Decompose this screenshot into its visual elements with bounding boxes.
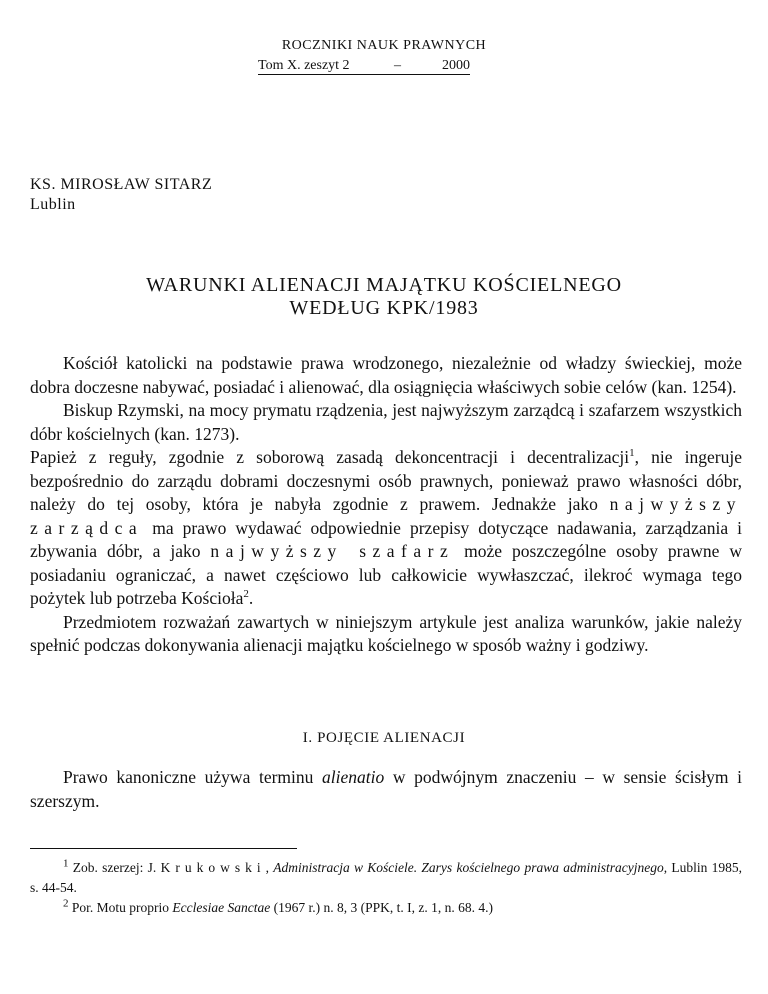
footnote-1-title: Administracja w Kościele. Zarys kościelnego prawa administracyjnego [273, 860, 664, 875]
article-title-line2: WEDŁUG KPK/1983 [289, 297, 479, 319]
term-alienatio: alienatio [322, 767, 385, 787]
author-name: KS. MIROSŁAW SITARZ [30, 176, 213, 193]
footnote-1 [30, 858, 742, 898]
journal-year: 2000 [442, 58, 470, 73]
article-title-line1: WARUNKI ALIENACJI MAJĄTKU KOŚCIELNEGO [146, 274, 622, 296]
footnotes [30, 858, 742, 918]
section-body [30, 766, 742, 813]
article-body [30, 352, 742, 658]
footnote-ref-2[interactable]: 2 [243, 588, 249, 601]
footnote-divider [30, 848, 297, 849]
emphasis-najwyzszy-szafarz: najwyższy szafarz [210, 541, 455, 561]
section-paragraph [30, 766, 742, 813]
journal-name: ROCZNIKI NAUK PRAWNYCH [281, 38, 487, 53]
footnote-1-text-c: , Lublin 1985, s. 44-54. [30, 860, 743, 895]
footnote-2-text-b: (1967 r.) n. 8, 3 (PPK, t. I, z. 1, n. 68. 4.) [270, 900, 493, 915]
footnote-1-text-a: Zob. szerzej: J. [72, 860, 161, 875]
p3-text-a: Papież z reguły, zgodnie z soborową zasadą dekoncentracji i decentralizacji [30, 447, 630, 467]
paragraph-2: Biskup Rzymski, na mocy prymatu rządzenia, jest najwyższym zarządcą i szafarzem wszystkich dóbr kościelnych (kan. 1273). [30, 400, 742, 444]
paragraph-4: Przedmiotem rozważań zawartych w niniejszym artykule jest analiza warunków, jakie należy spełnić podczas dokonywania alienacji majątku kościelnego w sposób ważny i godziwy. [30, 611, 742, 655]
p3-text-e: . [248, 588, 254, 608]
p3-text-c: ma prawo wydawać odpowiednie przepisy dotyczące nadawania, zarządzania i zbywania dóbr, a jako [30, 517, 742, 561]
footnote-2-text-a: Por. Motu proprio [71, 900, 173, 915]
p3-text-d: może poszczególne osoby prawne w posiadaniu ograniczać, a nawet częściowo lub całkowicie wywłaszczać, ilekroć wymaga tego pożytek lub potrzeba Kościoła [30, 541, 742, 608]
journal-volume: Tom X. zeszyt 2 [258, 58, 350, 73]
paragraph-1: Kościół katolicki na podstawie prawa wrodzonego, niezależnie od władzy świeckiej, może dobra doczesne nabywać, posiadać i alienować, dla osiągnięcia właściwych sobie celów (kan. 1254). [30, 353, 742, 397]
section-text-b: w podwójnym znaczeniu – w sensie ścisłym i szerszym. [30, 767, 742, 811]
footnote-2-number: 2 [63, 897, 69, 910]
footnote-1-number: 1 [63, 857, 69, 870]
footnote-1-text-b: , [265, 860, 274, 875]
journal-issue [258, 58, 470, 75]
footnote-2-title: Ecclesiae Sanctae [172, 900, 271, 915]
author-city: Lublin [30, 196, 76, 213]
footnote-ref-1[interactable]: 1 [629, 447, 635, 460]
section-text-a: Prawo kanoniczne używa terminu [63, 767, 323, 787]
journal-dash: – [394, 58, 401, 73]
section-heading: I. POJĘCIE ALIENACJI [302, 730, 466, 746]
paragraph-3 [30, 446, 742, 611]
footnote-1-author: Krukowski [160, 860, 266, 875]
p3-text-b: , nie ingeruje bezpośrednio do zarządu dobrami doczesnymi osób prawnych, ponieważ prawo własności dóbr, należy do tej osoby, która je nabyła zgodnie z prawem. Jednakże jako [30, 447, 742, 514]
footnote-2 [30, 898, 742, 918]
emphasis-najwyzszy-zarzadca: najwyższy zarządca [30, 494, 742, 538]
